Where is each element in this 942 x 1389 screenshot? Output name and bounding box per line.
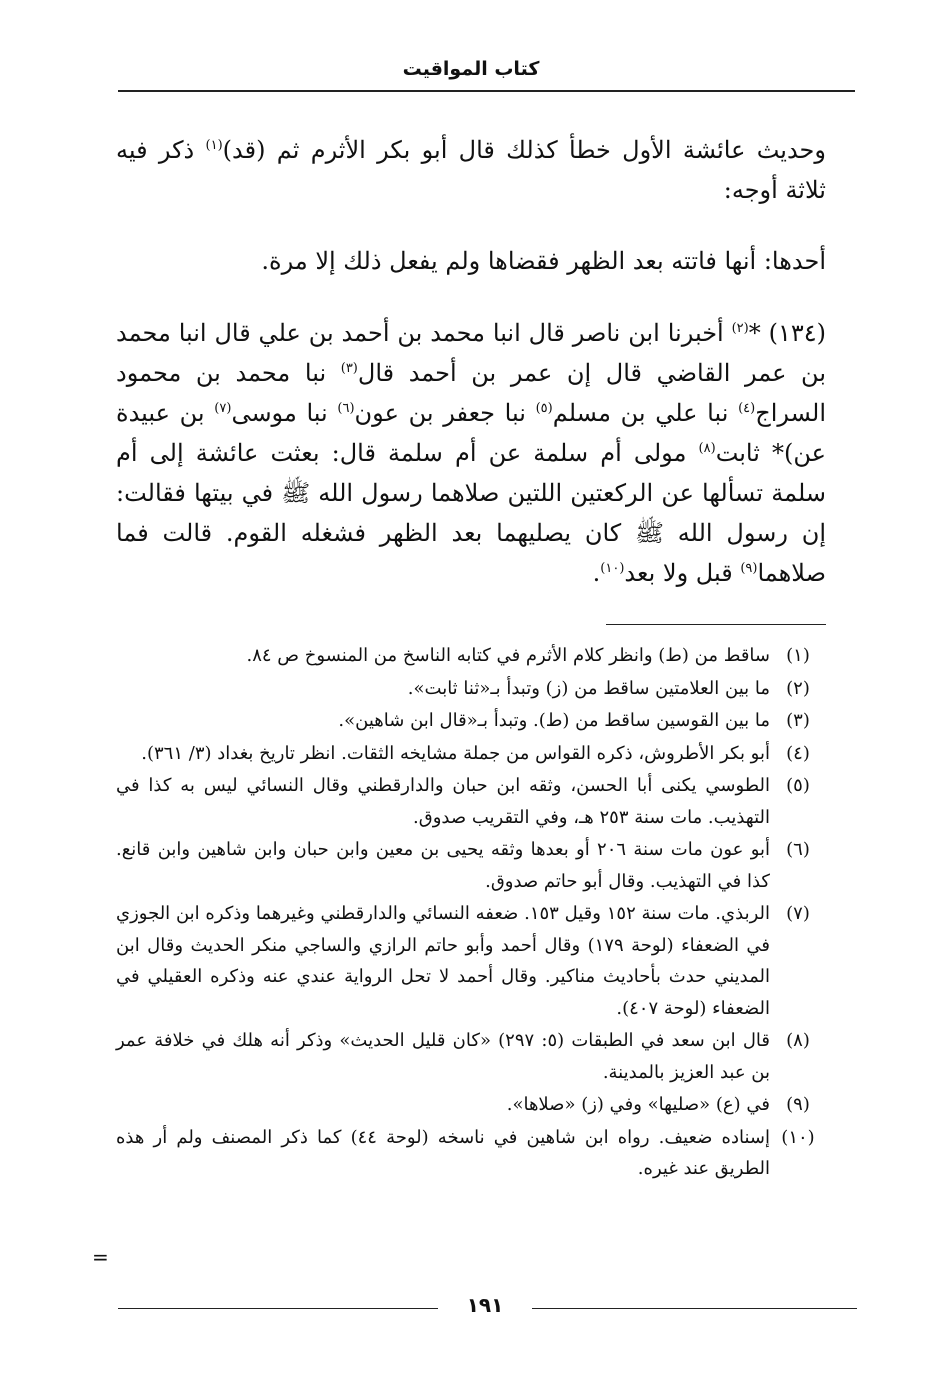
footnote-4 xyxy=(116,738,826,770)
hadith-text: مولى أم سلمة عن أم سلمة قال: بعثت عائشة إلى أم سلمة تسألها عن الركعتين اللتين صلاهما رسول الله ﷺ في بيتها فقالت: إن رسول الله ﷺ كان يصليهما بعد الظهر فشغله القوم. قالت فما صلاهما xyxy=(116,439,826,587)
footnote-text: الطوسي يكنى أبا الحسن، وثقه ابن حبان والدارقطني وقال النسائي ليس به كذا في التهذيب. مات سنة ٢٥٣ هـ، وفي التقريب صدوق. xyxy=(116,775,770,828)
footnote-1 xyxy=(116,640,826,672)
footnote-text: قال ابن سعد في الطبقات (٥: ٢٩٧) «كان قليل الحديث» وذكر أنه هلك في خلافة عمر بن عبد العزيز بالمدينة. xyxy=(116,1030,770,1083)
footnote-3 xyxy=(116,705,826,737)
page-number: ١٩١ xyxy=(466,1293,504,1317)
footnote-number: (١) xyxy=(786,645,810,666)
footnote-ref-9: (٩) xyxy=(740,561,758,576)
hadith-paragraph-134 xyxy=(116,313,826,593)
footnote-number: (٦) xyxy=(786,839,810,860)
footnote-ref-8: (٨) xyxy=(698,441,716,456)
footnote-10 xyxy=(116,1122,826,1185)
body-paragraph-1 xyxy=(116,130,826,210)
footnote-number: (٩) xyxy=(786,1094,810,1115)
header-rule xyxy=(118,90,855,92)
footnote-5 xyxy=(116,770,826,833)
footnote-text: ما بين العلامتين ساقط من (ز) وتبدأ بـ«ثنا ثابت». xyxy=(407,677,770,699)
footnote-text: ما بين القوسين ساقط من (ط). وتبدأ بـ«قال ابن شاهين». xyxy=(338,710,770,731)
footnote-6 xyxy=(116,834,826,897)
footnote-text: ساقط من (ط) وانظر كلام الأثرم في كتابه الناسخ من المنسوخ ص ٨٤. xyxy=(246,645,770,666)
footnote-number: (١٠) xyxy=(781,1126,815,1148)
footnote-2 xyxy=(116,673,826,705)
footnote-text: إسناده ضعيف. رواه ابن شاهين في ناسخه (لوحة ٤٤) كما ذكر المصنف ولم أر هذه الطريق عند غيره. xyxy=(116,1126,770,1179)
running-header-title: كتاب المواقيت xyxy=(402,58,540,80)
footnote-separator xyxy=(606,624,826,625)
footnote-text: في (ع) «صليها» وفي (ز) «صلاها». xyxy=(506,1094,770,1115)
hadith-text: نبا جعفر بن عون xyxy=(354,399,536,427)
footnote-ref-3: (٣) xyxy=(340,361,358,376)
footnote-ref-4: (٤) xyxy=(738,401,756,416)
footnote-9 xyxy=(116,1089,826,1121)
footnote-7 xyxy=(116,898,826,1024)
footnote-text: الربذي. مات سنة ١٥٢ وقيل ١٥٣. ضعفه النسائي والدارقطني وغيرهما وذكره ابن الجوزي في الضعفاء (لوحة ١٧٩) وقال أحمد وأبو حاتم الرازي والساجي منكر الحديث وقال ابن المديني حدث بأحاديث مناكير. وقال أحمد لا تحل الرواية عندي عنه وذكره العقيلي في الضعفاء (لوحة ٤٠٧). xyxy=(116,903,770,1019)
body-paragraph-2: أحدها: أنها فاتته بعد الظهر فقضاها ولم يفعل ذلك إلا مرة. xyxy=(261,247,826,275)
footnote-number: (٣) xyxy=(786,710,810,731)
footer-rule-left xyxy=(118,1308,438,1309)
footnote-number: (٨) xyxy=(786,1030,810,1051)
hadith-text: نبا محمد بن محمود السراج xyxy=(116,359,827,427)
footnote-ref-10: (١٠) xyxy=(600,561,625,576)
footnote-text: أبو بكر الأطروش، ذكره القواس من جملة مشايخه الثقات. انظر تاريخ بغداد (٣/ ٣٦١). xyxy=(141,742,770,764)
footnote-ref-6: (٦) xyxy=(337,401,355,416)
hadith-text: بن عبيدة عن)* ثابت xyxy=(116,399,826,467)
footnote-ref-7: (٧) xyxy=(214,401,232,416)
para1-text-b: ذكر فيه ثلاثة أوجه: xyxy=(116,136,826,204)
hadith-text: نبا موسى xyxy=(231,399,338,427)
hadith-number: (١٣٤) * xyxy=(748,319,826,347)
para1-text-a: وحديث عائشة الأول خطأ كذلك قال أبو بكر الأثرم ثم (قد) xyxy=(222,136,826,164)
footnote-number: (٢) xyxy=(786,677,810,699)
footnote-ref-1: (١) xyxy=(205,138,223,153)
hadith-text: أخبرنا ابن ناصر قال انبا محمد بن أحمد بن علي قال انبا محمد بن عمر القاضي قال إن عمر بن أحمد قال xyxy=(116,319,827,387)
hadith-text: نبا علي بن مسلم xyxy=(552,399,739,427)
footnotes-list xyxy=(116,640,826,1186)
footnote-text: أبو عون مات سنة ٢٠٦ أو بعدها وثقه يحيى بن معين وابن حبان وابن شاهين وابن قانع. كذا في التهذيب. وقال أبو حاتم صدوق. xyxy=(116,839,770,892)
footer-rule-right xyxy=(532,1308,857,1309)
footnote-ref-2: (٢) xyxy=(731,321,749,336)
footnote-number: (٤) xyxy=(786,742,810,764)
footnote-number: (٥) xyxy=(786,775,810,796)
hadith-text: . xyxy=(592,559,601,587)
footnote-number: (٧) xyxy=(786,903,810,924)
hadith-text: قبل ولا بعد xyxy=(624,559,741,587)
footnote-ref-5: (٥) xyxy=(535,401,553,416)
footnote-8 xyxy=(116,1025,826,1088)
continuation-mark: = xyxy=(92,1245,109,1269)
